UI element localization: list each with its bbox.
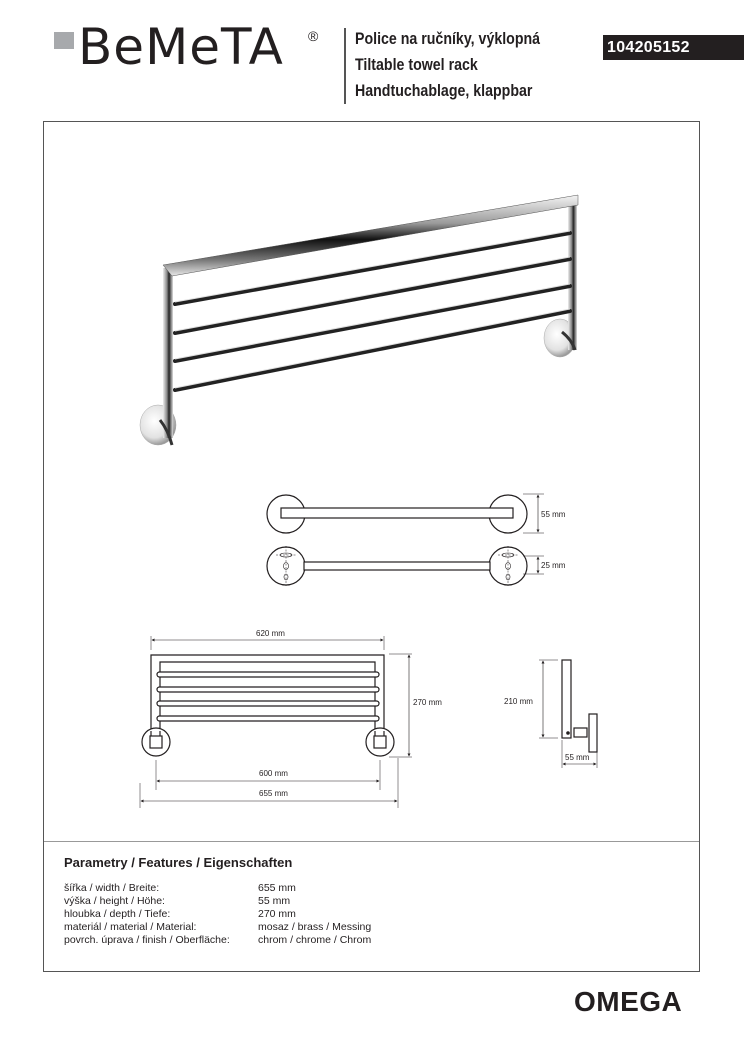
front-view-drawing <box>140 636 412 808</box>
side-depth-label: 55 mm <box>565 753 590 762</box>
product-code-badge: 104205152 <box>603 35 744 60</box>
feature-label: výška / height / Höhe: <box>64 895 165 907</box>
feature-row <box>64 921 372 934</box>
feature-row <box>64 895 292 908</box>
series-name: OMEGA <box>574 986 683 1017</box>
feature-value: chrom / chrome / Chrom <box>258 934 372 946</box>
feature-row <box>64 882 296 895</box>
feature-label: hloubka / depth / Tiefe: <box>64 908 171 920</box>
front-total-width-label: 655 mm <box>259 789 288 798</box>
side-height-label: 210 mm <box>504 697 533 706</box>
front-inner-width-label: 620 mm <box>256 629 285 638</box>
features-title: Parametry / Features / Eigenschaften <box>64 855 293 870</box>
feature-label: povrch. úprava / finish / Oberfläche: <box>64 934 230 946</box>
feature-value: 270 mm <box>258 908 296 920</box>
title-en: Tiltable towel rack <box>355 56 478 74</box>
bottom-view-drawing <box>267 546 544 586</box>
bottom-view-depth-label: 25 mm <box>541 561 566 570</box>
front-height-label: 270 mm <box>413 698 442 707</box>
feature-row <box>64 908 296 921</box>
features-section <box>64 855 372 947</box>
registered-mark: ® <box>308 28 319 44</box>
title-de: Handtuchablage, klappbar <box>355 82 533 100</box>
left-post <box>163 268 173 438</box>
feature-row <box>64 934 372 947</box>
side-view-drawing <box>539 660 597 768</box>
product-photo <box>140 195 578 445</box>
front-mount-spacing-label: 600 mm <box>259 769 288 778</box>
top-view-height-label: 55 mm <box>541 510 566 519</box>
feature-value: 655 mm <box>258 882 296 894</box>
right-post <box>568 200 577 350</box>
top-view-drawing <box>267 494 544 533</box>
feature-label: šířka / width / Breite: <box>64 882 160 894</box>
logo-wordmark: BeMeTA <box>78 18 284 76</box>
feature-label: materiál / material / Material: <box>64 921 197 933</box>
feature-value: 55 mm <box>258 895 291 907</box>
title-cz: Police na ručníky, výklopná <box>355 30 541 48</box>
top-rail <box>163 195 578 276</box>
feature-value: mosaz / brass / Messing <box>258 921 372 933</box>
